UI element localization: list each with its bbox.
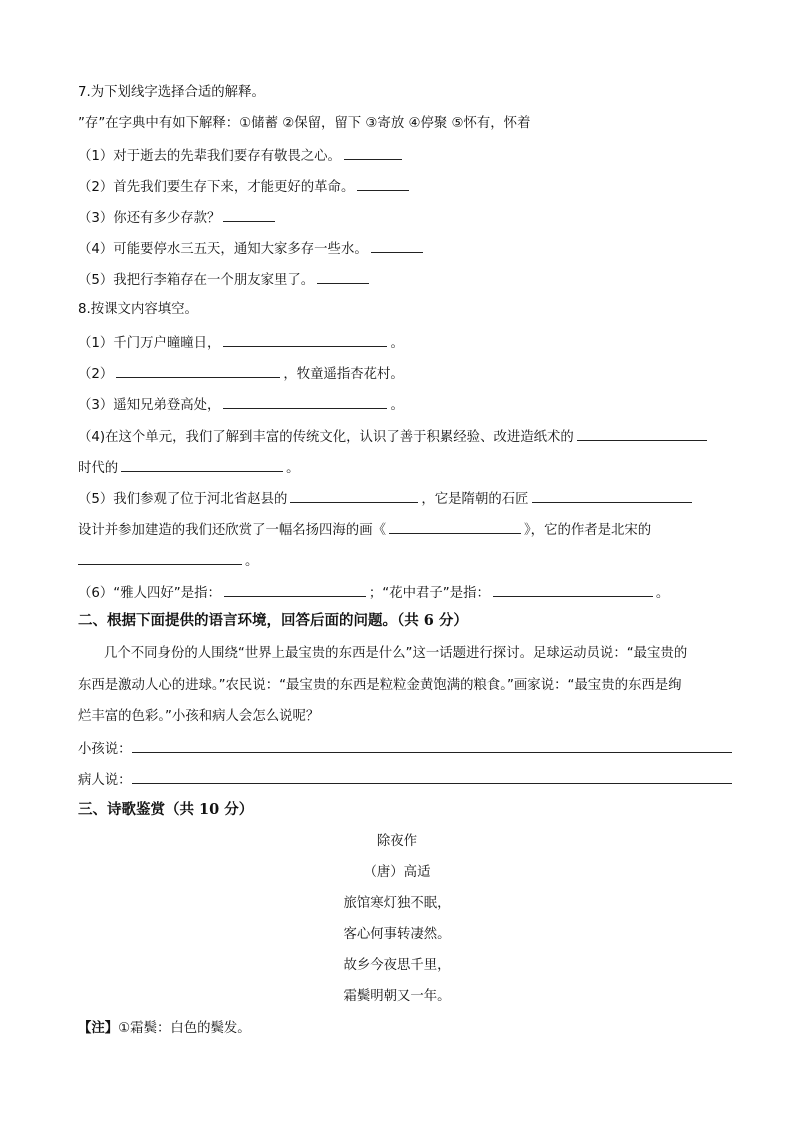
q8-line-4a — [78, 427, 710, 447]
poem-line-4: 霜鬓明朝又一年。 — [343, 989, 451, 1004]
q8-line-2-text: ，牧童遥指杏花村。 — [283, 367, 404, 382]
section-2-heading: 二、根据下面提供的语言环境，回答后面的问题。（共 6 分） — [78, 612, 468, 629]
q7-item-2 — [78, 177, 412, 197]
q7-item-5-text: （5）我把行李箱存在一个朋友家里了。 — [78, 273, 315, 288]
answer-blank[interactable] — [78, 551, 242, 565]
answer-blank[interactable] — [357, 177, 409, 191]
answer-blank[interactable] — [223, 208, 275, 222]
note-text: ①霜鬓：白色的鬓发。 — [118, 1021, 251, 1036]
q8-line-4a-text: （4)在这个单元，我们了解到丰富的传统文化，认识了善于积累经验、改进造纸术的 — [78, 430, 574, 445]
q8-line-6-mid: ；“花中君子”是指： — [368, 586, 490, 601]
q8-line-5b-text: 设计并参加建造的我们还欣赏了一幅名扬四海的画《 — [78, 523, 386, 538]
q7-item-3 — [78, 208, 278, 228]
q8-line-3-text: （3）遥知兄弟登高处， — [78, 398, 221, 413]
punct: 。 — [390, 398, 404, 413]
q8-line-4b-text: 时代的 — [78, 461, 119, 476]
poem-author: （唐）高适 — [363, 865, 431, 880]
q8-line-2-num: （2） — [78, 367, 114, 382]
note-label: 【注】 — [78, 1021, 119, 1036]
child-answer-line — [78, 739, 735, 759]
q8-line-6 — [78, 583, 669, 603]
answer-blank[interactable] — [389, 520, 521, 534]
q7-item-5 — [78, 270, 372, 290]
q7-intro: ”存”在字典中有如下解释：①储蓄 ②保留，留下 ③寄放 ④停聚 ⑤怀有，怀着 — [78, 116, 531, 131]
answer-blank[interactable] — [371, 239, 423, 253]
poem-line-2: 客心何事转凄然。 — [343, 927, 451, 942]
patient-answer-line — [78, 770, 735, 790]
q8-line-5b — [78, 520, 651, 540]
punct: 。 — [286, 461, 300, 476]
patient-answer-blank[interactable] — [132, 770, 732, 784]
q8-line-5a-text: （5）我们参观了位于河北省赵县的 — [78, 492, 288, 507]
answer-blank[interactable] — [223, 333, 387, 347]
q7-item-4 — [78, 239, 426, 259]
q8-line-2 — [78, 364, 404, 384]
q8-line-1 — [78, 333, 404, 353]
s2-paragraph-line-1: 几个不同身份的人围绕“世界上最宝贵的东西是什么”这一话题进行探讨。足球运动员说：“最宝贵的 — [104, 646, 688, 661]
answer-blank[interactable] — [493, 583, 653, 597]
poem-title: 除夜作 — [376, 834, 418, 849]
patient-label: 病人说： — [78, 773, 132, 788]
poem-line-3: 故乡今夜思千里， — [343, 958, 451, 973]
answer-blank[interactable] — [317, 270, 369, 284]
s2-paragraph-line-3: 烂丰富的色彩。”小孩和病人会怎么说呢？ — [78, 709, 320, 724]
q8-line-5c — [78, 551, 258, 571]
punct: 。 — [390, 336, 404, 351]
answer-blank[interactable] — [344, 146, 402, 160]
q8-line-5a-mid: ，它是隋朝的石匠 — [421, 492, 529, 507]
child-answer-blank[interactable] — [132, 739, 732, 753]
q8-line-3 — [78, 395, 404, 415]
poem-note — [78, 1020, 251, 1038]
s2-paragraph-line-2: 东西是激动人心的进球。”农民说：“最宝贵的东西是粒粒金黄饱满的粮食。”画家说：“最宝贵的东西是绚 — [78, 678, 682, 693]
q7-item-1 — [78, 146, 405, 166]
q7-item-4-text: （4）可能要停水三五天，通知大家多存一些水。 — [78, 242, 368, 257]
answer-blank[interactable] — [121, 458, 283, 472]
q8-line-5b-post: 》，它的作者是北宋的 — [523, 523, 652, 538]
q8-line-6-text: （6）“雅人四好”是指： — [78, 586, 221, 601]
answer-blank[interactable] — [223, 395, 387, 409]
answer-blank[interactable] — [532, 489, 692, 503]
child-label: 小孩说： — [78, 742, 132, 757]
punct: 。 — [655, 586, 670, 601]
q8-line-5a — [78, 489, 695, 509]
q8-line-4b — [78, 458, 300, 478]
punct: 。 — [245, 554, 259, 569]
section-3-heading: 三、诗歌鉴赏（共 10 分） — [78, 801, 254, 818]
q7-title: 7.为下划线字选择合适的解释。 — [78, 85, 265, 100]
q7-item-2-text: （2）首先我们要生存下来，才能更好的革命。 — [78, 180, 355, 195]
q8-title: 8.按课文内容填空。 — [78, 302, 198, 317]
answer-blank[interactable] — [290, 489, 418, 503]
answer-blank[interactable] — [577, 427, 707, 441]
q7-item-3-text: （3）你还有多少存款？ — [78, 211, 221, 226]
answer-blank[interactable] — [224, 583, 366, 597]
answer-blank[interactable] — [116, 364, 280, 378]
q7-item-1-text: （1）对于逝去的先辈我们要存有敬畏之心。 — [78, 149, 341, 164]
poem-line-1: 旅馆寒灯独不眠， — [343, 896, 451, 911]
q8-line-1-text: （1）千门万户曈曈日， — [78, 336, 221, 351]
